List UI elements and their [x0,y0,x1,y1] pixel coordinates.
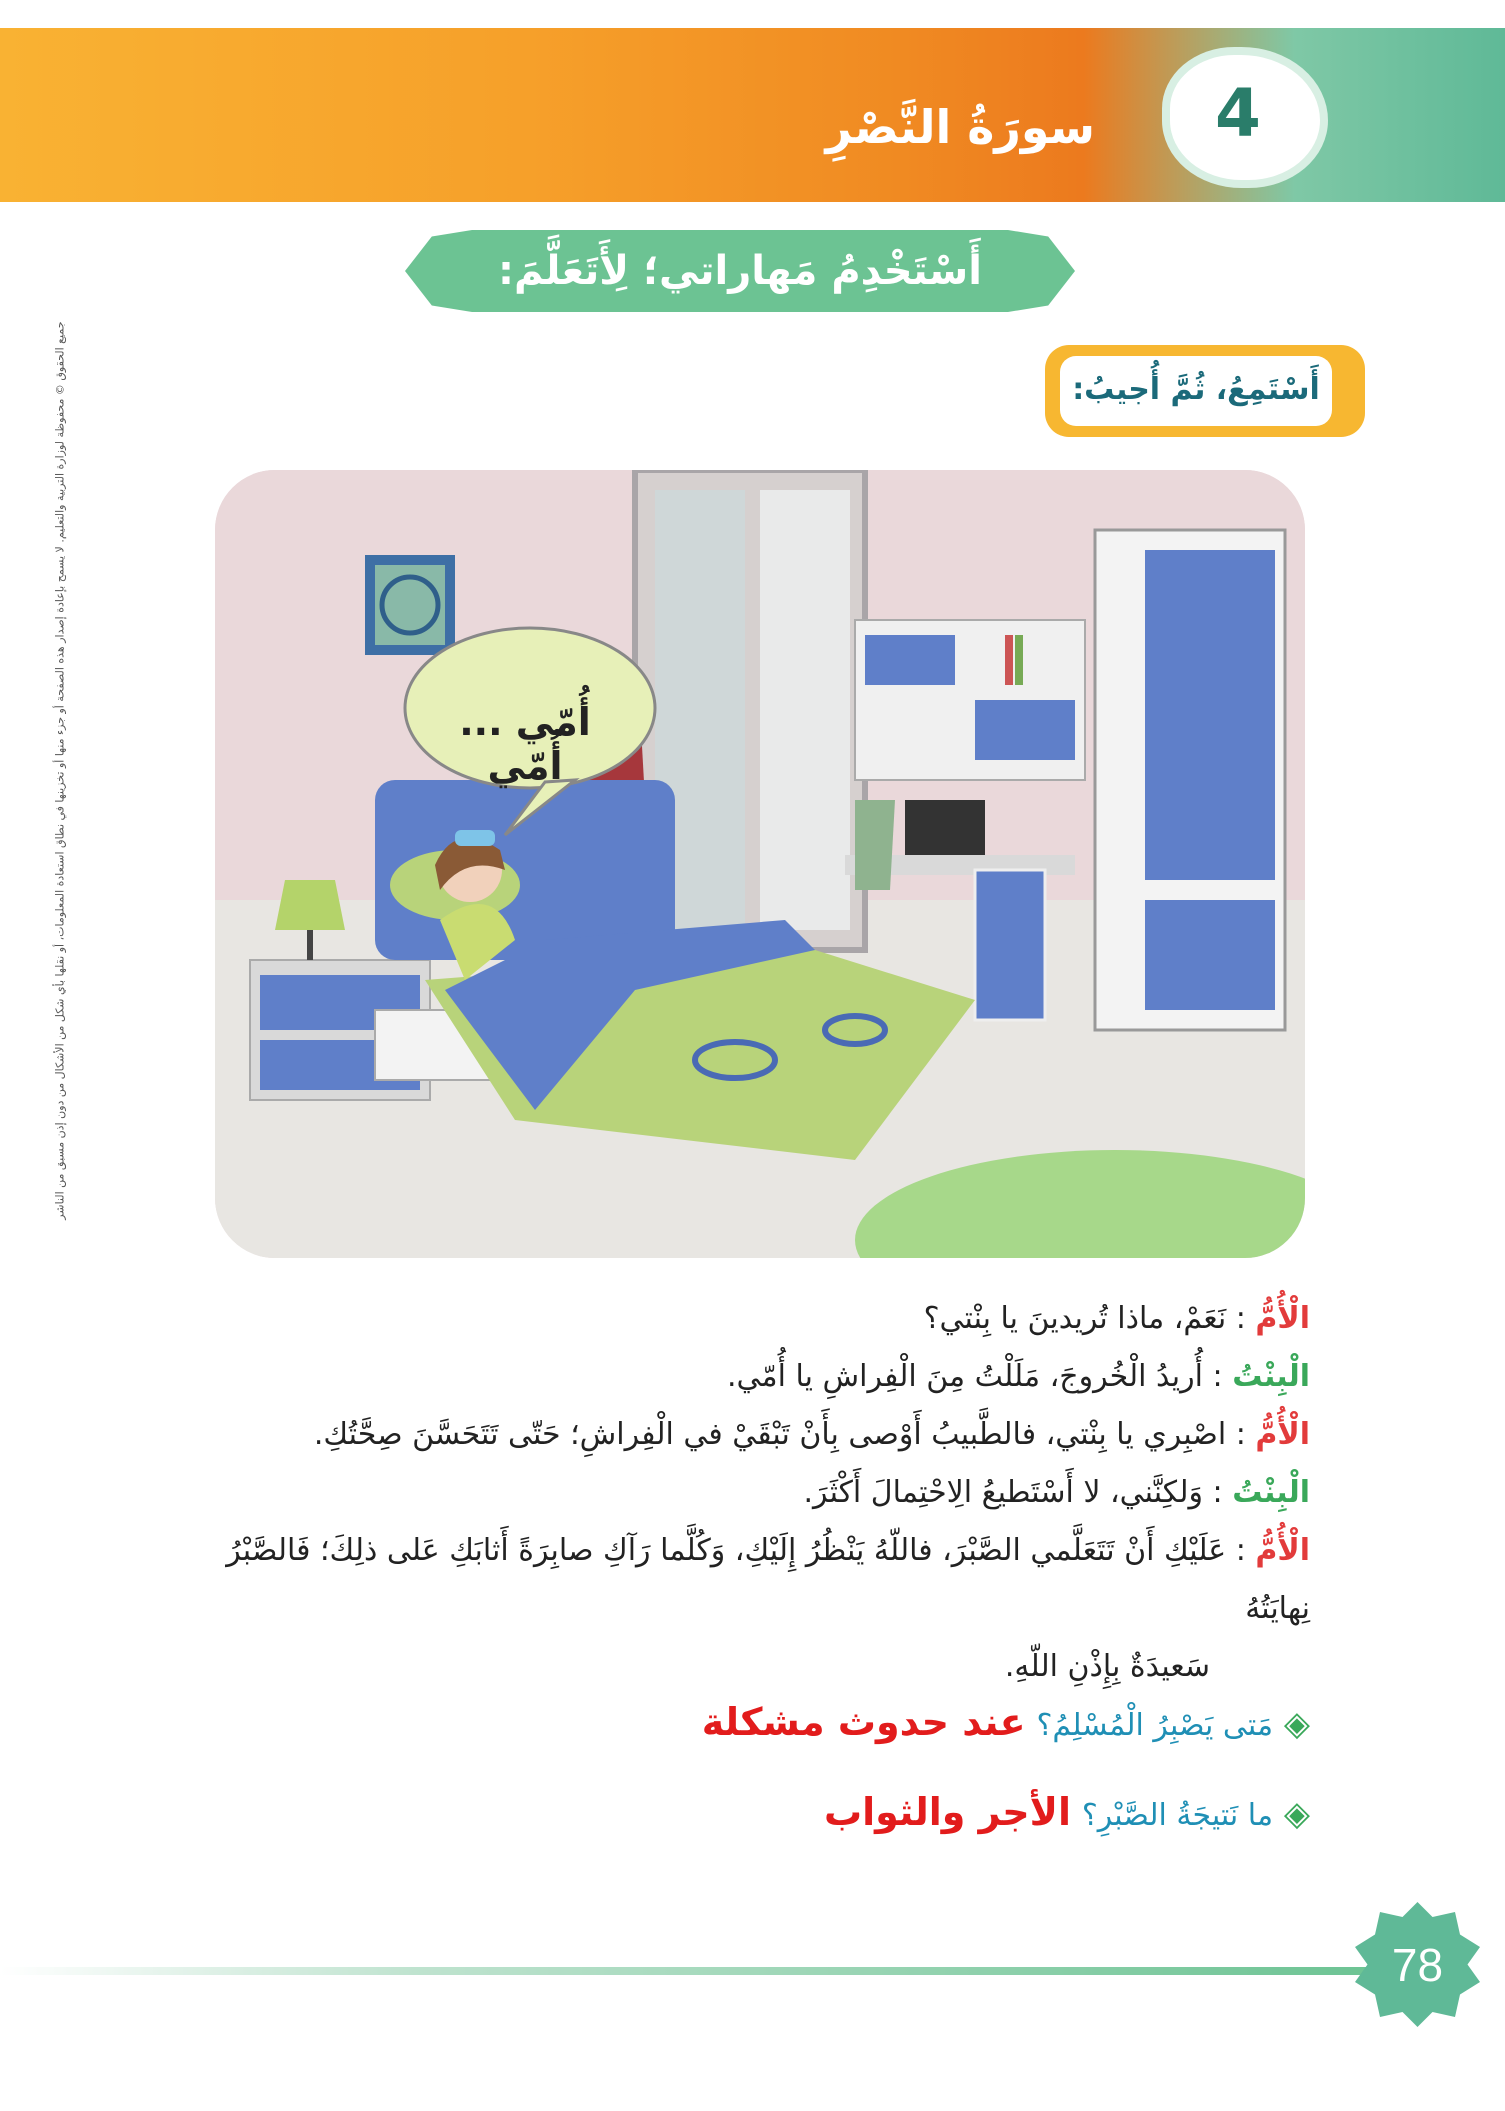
bedroom-illustration [215,470,1305,1258]
dialogue-text: عَلَيْكِ أَنْ تَتَعَلَّمي الصَّبْرَ، فاللّهُ يَنْظُرُ إِلَيْكِ، وَكُلَّما رَآكِ صابِرَةً أَثابَكِ عَلى ذلِكَ؛ فَالصَّبْرُ نِهايَتُهُ [226,1533,1310,1626]
bedroom-scene [215,470,1305,1258]
speaker-mother: الْأُمُّ [1255,1417,1310,1452]
speaker-daughter: الْبِنْتُ [1232,1359,1310,1394]
dialogue-line: الْبِنْتُ : وَلكِنَّني، لا أَسْتَطيعُ الِاحْتِمالَ أَكْثَرَ. [803,1475,1310,1510]
answer-text: عند حدوث مشكلة [701,1700,1026,1744]
dialogue-text: نَعَمْ، ماذا تُريدينَ يا بِنْتي؟ [923,1301,1227,1336]
dialogue-continuation: سَعيدَةٌ بِإِذْنِ اللّهِ. [1004,1649,1210,1684]
question-text: ما نَتيجَةُ الصَّبْرِ؟ [1081,1798,1274,1833]
question-item [702,1700,1310,1744]
speaker-daughter: الْبِنْتُ [1232,1475,1310,1510]
chapter-title: سورَةُ النَّصْرِ [825,100,1095,154]
answer-text: الأجر والثواب [823,1790,1071,1834]
dialogue-line: الْأُمُّ : نَعَمْ، ماذا تُريدينَ يا بِنْتي؟ [923,1301,1310,1336]
page-number: 78 [1391,1939,1444,1991]
speech-bubble-text: أُمّي ... أُمّي [459,700,591,788]
question-item [824,1790,1310,1834]
dialogue-text: وَلكِنَّني، لا أَسْتَطيعُ الِاحْتِمالَ أَكْثَرَ. [803,1475,1203,1510]
chapter-number: 4 [1215,75,1261,152]
question-text: مَتى يَصْبِرُ الْمُسْلِمُ؟ [1036,1708,1274,1743]
copyright-notice: جميع الحقوق © محفوظة لوزارة التربية والتعليم. لا يسمح بإعادة إصدار هذه الصفحة أو جزء منها أو تخزينها في نطاق استعادة المعلومات، أو نقلها بأي شكل من الأشكال من دون إذن مسبق من الناشر [53,321,67,1220]
bullet-icon: ◈ [1283,1794,1310,1834]
dialogue [190,1290,1310,1696]
speaker-mother: الْأُمُّ [1255,1533,1310,1568]
speaker-mother: الْأُمُّ [1255,1301,1310,1336]
section-title: أَسْتَخْدِمُ مَهاراتي؛ لِأَتَعَلَّمَ: [498,248,982,294]
dialogue-text: اصْبِري يا بِنْتي، فالطَّبيبُ أَوْصى بِأَنْ تَبْقَيْ في الْفِراشِ؛ حَتّى تَتَحَسَّنَ صِحَّتُكِ. [313,1417,1227,1452]
bullet-icon: ◈ [1283,1704,1310,1744]
dialogue-line: الْأُمُّ : اصْبِري يا بِنْتي، فالطَّبيبُ أَوْصى بِأَنْ تَبْقَيْ في الْفِراشِ؛ حَتّى تَتَحَسَّنَ صِحَّتُكِ. [313,1417,1310,1452]
footer-rule [0,1967,1380,1975]
instruction-label: أَسْتَمِعُ، ثُمَّ أُجيبُ: [1072,372,1320,407]
dialogue-text: أُريدُ الْخُروجَ، مَلَلْتُ مِنَ الْفِراشِ يا أُمّي. [727,1359,1203,1394]
dialogue-line: الْبِنْتُ : أُريدُ الْخُروجَ، مَلَلْتُ مِنَ الْفِراشِ يا أُمّي. [727,1359,1310,1394]
dialogue-line: الْأُمُّ : عَلَيْكِ أَنْ تَتَعَلَّمي الصَّبْرَ، فاللّهُ يَنْظُرُ إِلَيْكِ، وَكُلَّما رَآكِ صابِرَةً أَثابَكِ عَلى ذلِكَ؛ فَالصَّبْرُ نِهايَتُهُ [226,1533,1310,1626]
